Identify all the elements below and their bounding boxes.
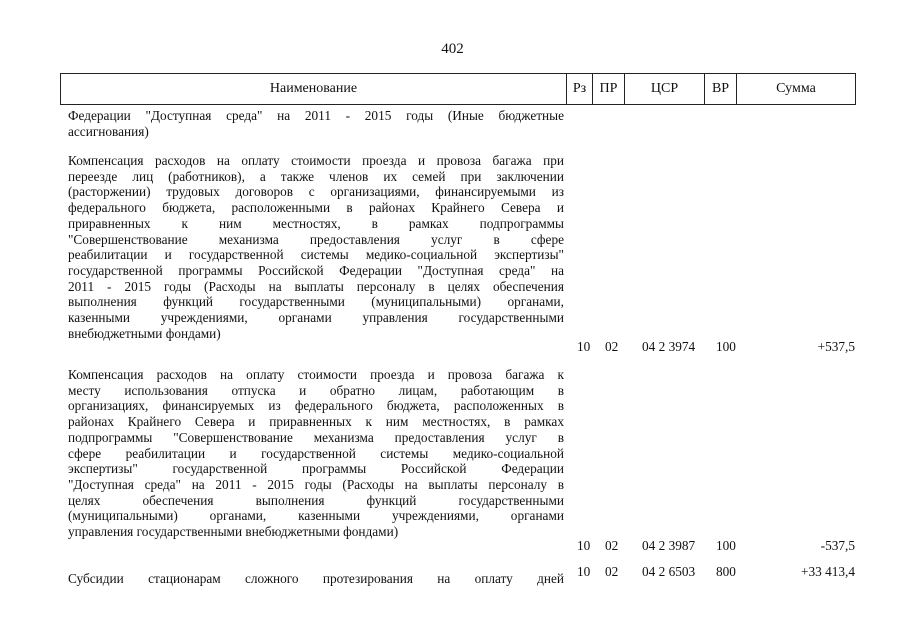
row-vr: 800 — [716, 564, 736, 579]
text-line: выполнения функций государственными (муниципальными) органами, — [68, 294, 564, 310]
text-line: экспертизы" государственной программы Российской Федерации — [68, 461, 564, 477]
text-line: (муниципальными) органами, казенными учреждениями, органами — [68, 508, 564, 524]
row-sum: -537,5 — [820, 538, 855, 553]
text-line: подпрограммы "Совершенствование механизма предоставления услуг в — [68, 429, 564, 445]
text-line: районах Крайнего Севера и приравненных к ним местностях, в рамках — [68, 414, 564, 430]
row-vr: 100 — [716, 538, 736, 553]
table-row-name — [68, 571, 564, 587]
text-line: ассигнования) — [68, 123, 149, 139]
text-line: Субсидии стационарам сложного протезирования на оплату дней — [68, 571, 564, 586]
row-pr: 02 — [605, 538, 619, 553]
text-line: государственной программы Российской Федерации "Доступная среда" на — [68, 262, 564, 278]
text-line: (расторжении) трудовых договоров с организациями, финансируемыми из — [68, 184, 564, 200]
header-csr: ЦСР — [625, 74, 705, 104]
text-line: федерального бюджета, расположенными в районах Крайнего Севера и — [68, 200, 564, 216]
text-line: "Совершенствование механизма предоставления услуг в сфере — [68, 231, 564, 247]
row-sum: +33 413,4 — [800, 564, 855, 579]
table-row-name — [68, 367, 564, 540]
text-line: переезде лиц (работников), а также членов их семей при заключении — [68, 168, 564, 184]
text-line: приравненных к ним местностях, в рамках подпрограммы — [68, 215, 564, 231]
header-sum: Сумма — [776, 81, 816, 96]
table-header — [60, 73, 856, 105]
row-csr: 04 2 6503 — [642, 564, 696, 579]
text-line: управления государственными внебюджетными фондами) — [68, 524, 399, 540]
text-line: "Доступная среда" на 2011 - 2015 годы (Расходы на выплаты персоналу в — [68, 476, 564, 492]
page-number: 402 — [441, 41, 464, 57]
header-name: Наименование — [61, 74, 567, 104]
header-rz: Рз — [567, 74, 593, 104]
row-rz: 10 — [577, 538, 591, 553]
row-rz: 10 — [577, 339, 591, 354]
text-line: внебюджетными фондами) — [68, 325, 221, 341]
text-line: сфере реабилитации и государственной системы медико-социальной — [68, 445, 564, 461]
row-vr: 100 — [716, 339, 736, 354]
row-rz: 10 — [577, 564, 591, 579]
text-line: 2011 - 2015 годы (Расходы на выплаты персоналу в целях обеспечения — [68, 278, 564, 294]
row-sum: +537,5 — [817, 339, 855, 354]
row-pr: 02 — [605, 339, 619, 354]
text-line: реабилитации и государственной системы медико-социальной экспертизы" — [68, 247, 564, 263]
row-csr: 04 2 3974 — [642, 339, 696, 354]
table-row-name — [68, 108, 564, 139]
text-line: Компенсация расходов на оплату стоимости проезда и провоза багажа к — [68, 367, 564, 382]
text-line: Федерации "Доступная среда" на 2011 - 2015 годы (Иные бюджетные — [68, 108, 564, 123]
text-line: Компенсация расходов на оплату стоимости проезда и провоза багажа при — [68, 153, 564, 168]
table-row-name — [68, 153, 564, 341]
row-csr: 04 2 3987 — [642, 538, 696, 553]
header-pr: ПР — [593, 74, 625, 104]
row-pr: 02 — [605, 564, 619, 579]
text-line: месту использования отпуска и обратно лицам, работающим в — [68, 382, 564, 398]
text-line: целях обеспечения выполнения функций государственными — [68, 492, 564, 508]
text-line: организациях, финансируемых из федерального бюджета, расположенных в — [68, 398, 564, 414]
text-line: казенными учреждениями, органами управления государственными — [68, 310, 564, 326]
header-vr: ВР — [705, 74, 737, 104]
